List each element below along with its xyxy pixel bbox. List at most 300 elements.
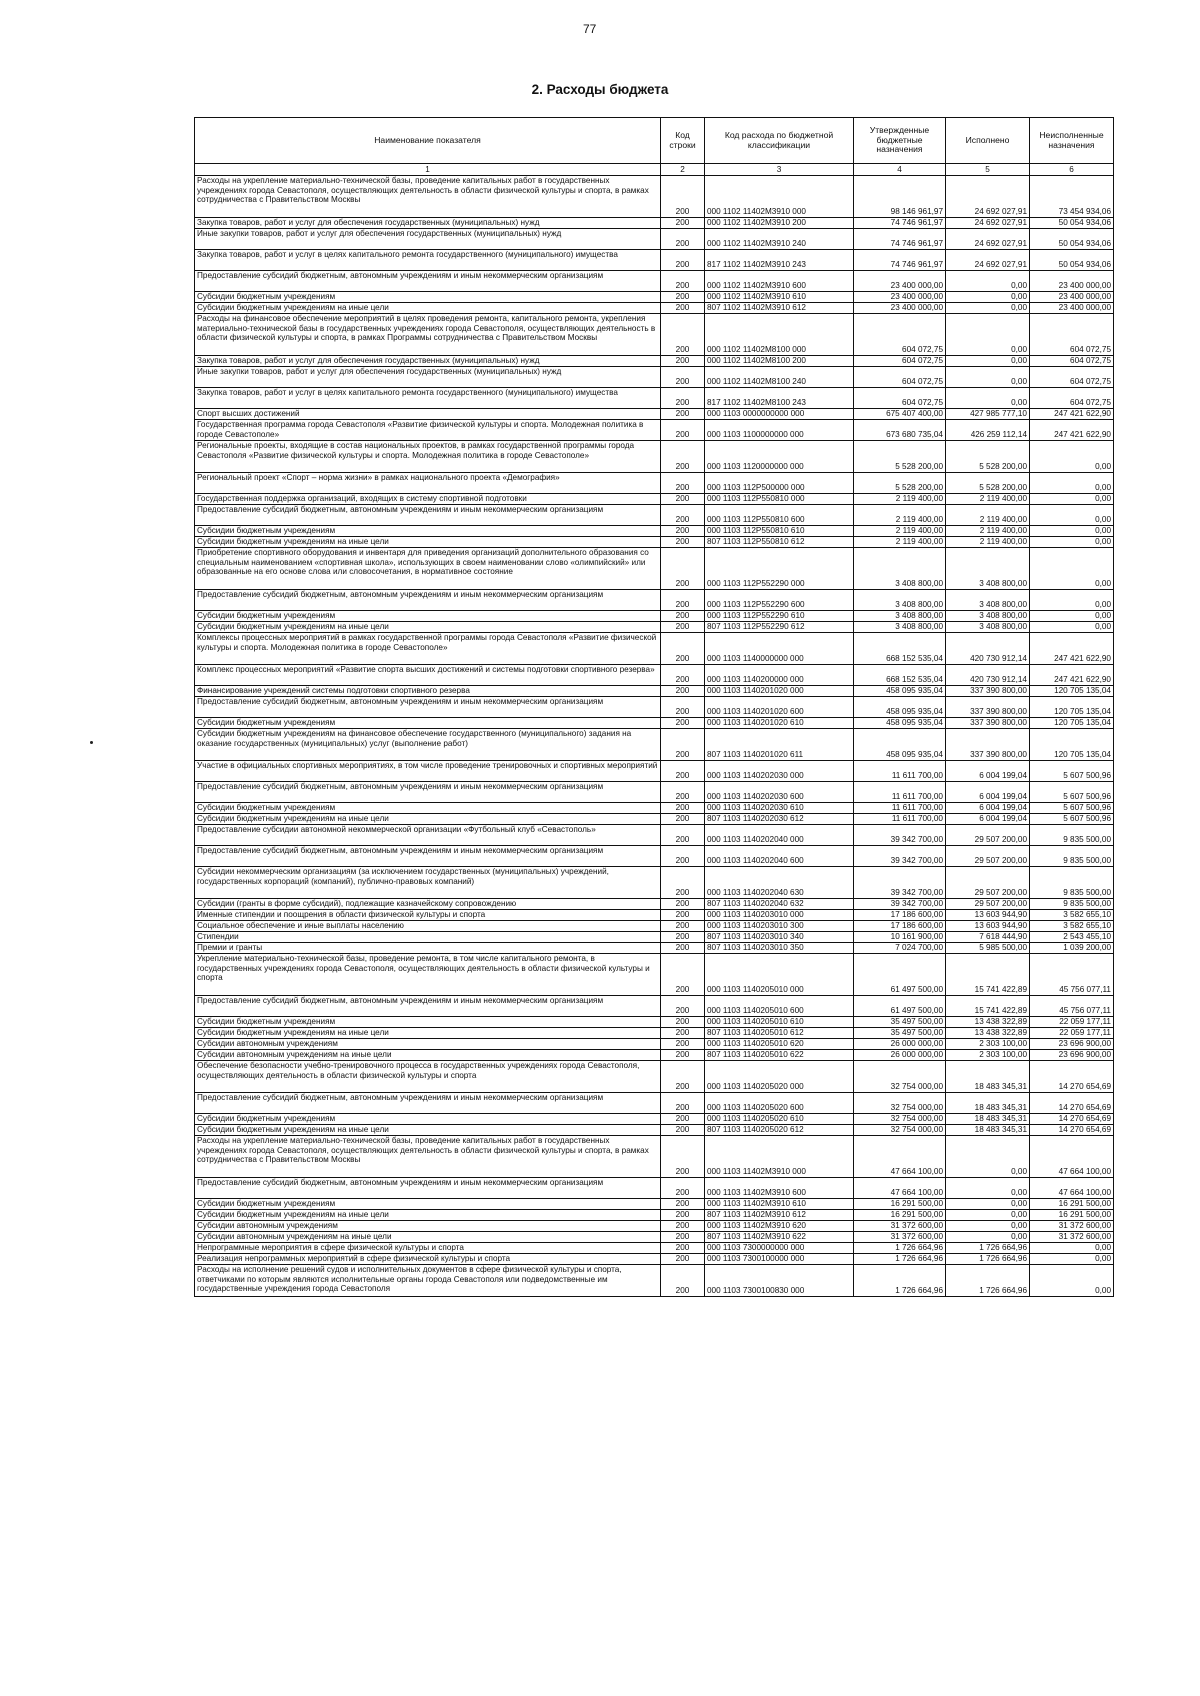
row-approved: 16 291 500,00 [854, 1210, 946, 1221]
row-line-code: 200 [661, 697, 705, 718]
row-executed: 2 119 400,00 [946, 526, 1030, 537]
row-name: Субсидии бюджетным учреждениям [195, 718, 661, 729]
row-line-code: 200 [661, 356, 705, 367]
row-line-code: 200 [661, 1136, 705, 1178]
col-header-name: Наименование показателя [195, 118, 661, 164]
row-approved: 39 342 700,00 [854, 846, 946, 867]
table-row [195, 356, 1114, 367]
row-line-code: 200 [661, 761, 705, 782]
row-unexecuted: 31 372 600,00 [1030, 1232, 1114, 1243]
row-approved: 32 754 000,00 [854, 1093, 946, 1114]
row-name: Участие в официальных спортивных мероприятиях, в том числе проведение тренировочных и спортивных мероприятий [195, 761, 661, 782]
row-unexecuted: 247 421 622,90 [1030, 633, 1114, 665]
row-line-code: 200 [661, 176, 705, 218]
row-kbk: 807 1103 1140201020 611 [705, 729, 854, 761]
row-line-code: 200 [661, 1114, 705, 1125]
row-line-code: 200 [661, 932, 705, 943]
col-header-unexecuted: Неисполненные назначения [1030, 118, 1114, 164]
row-approved: 7 024 700,00 [854, 943, 946, 954]
row-unexecuted: 50 054 934,06 [1030, 250, 1114, 271]
row-kbk: 000 1103 1100000000 000 [705, 420, 854, 441]
row-name: Субсидии некоммерческим организациям (за исключением государственных (муниципальных) учреждений, государственных корпораций (компаний), публично-правовых компаний) [195, 867, 661, 899]
row-name: Финансирование учреждений системы подготовки спортивного резерва [195, 686, 661, 697]
row-approved: 10 161 900,00 [854, 932, 946, 943]
row-line-code: 200 [661, 1125, 705, 1136]
row-unexecuted: 0,00 [1030, 611, 1114, 622]
row-unexecuted: 0,00 [1030, 441, 1114, 473]
table-row [195, 1050, 1114, 1061]
row-name: Именные стипендии и поощрения в области физической культуры и спорта [195, 910, 661, 921]
table-row [195, 1178, 1114, 1199]
row-name: Государственная поддержка организаций, входящих в систему спортивной подготовки [195, 494, 661, 505]
row-executed: 13 603 944,90 [946, 910, 1030, 921]
row-approved: 74 746 961,97 [854, 218, 946, 229]
row-name: Обеспечение безопасности учебно-тренировочного процесса в государственных учреждениях города Севастополя, осуществляющих деятельность в области физической культуры и спорта [195, 1061, 661, 1093]
row-unexecuted: 50 054 934,06 [1030, 218, 1114, 229]
row-line-code: 200 [661, 1050, 705, 1061]
table-row [195, 954, 1114, 996]
row-executed: 24 692 027,91 [946, 176, 1030, 218]
row-approved: 2 119 400,00 [854, 537, 946, 548]
row-line-code: 200 [661, 1199, 705, 1210]
row-unexecuted: 14 270 654,69 [1030, 1061, 1114, 1093]
table-row [195, 590, 1114, 611]
row-executed: 0,00 [946, 1178, 1030, 1199]
row-approved: 673 680 735,04 [854, 420, 946, 441]
table-row [195, 229, 1114, 250]
table-row [195, 729, 1114, 761]
table-row [195, 921, 1114, 932]
row-executed: 3 408 800,00 [946, 590, 1030, 611]
row-executed: 0,00 [946, 1199, 1030, 1210]
row-kbk: 000 1103 1140202040 630 [705, 867, 854, 899]
row-kbk: 000 1103 1140205010 000 [705, 954, 854, 996]
row-line-code: 200 [661, 1093, 705, 1114]
row-name: Субсидии бюджетным учреждениям [195, 526, 661, 537]
row-line-code: 200 [661, 686, 705, 697]
row-unexecuted: 23 400 000,00 [1030, 292, 1114, 303]
row-unexecuted: 45 756 077,11 [1030, 996, 1114, 1017]
table-row [195, 176, 1114, 218]
row-approved: 39 342 700,00 [854, 825, 946, 846]
row-kbk: 000 1103 1140202030 600 [705, 782, 854, 803]
row-executed: 15 741 422,89 [946, 954, 1030, 996]
table-row [195, 526, 1114, 537]
row-approved: 23 400 000,00 [854, 292, 946, 303]
table-body [195, 176, 1114, 1297]
row-kbk: 000 1102 11402M3910 240 [705, 229, 854, 250]
row-name: Субсидии бюджетным учреждениям на иные цели [195, 303, 661, 314]
row-name: Расходы на укрепление материально-технической базы, проведение капитальных работ в государственных учреждениях города Севастополя, осуществляющих деятельность в области физической культуры и спорта, в рамках сотрудничества с Правительством Москвы [195, 1136, 661, 1178]
col-number: 3 [705, 164, 854, 176]
row-kbk: 000 1103 1140200000 000 [705, 665, 854, 686]
row-unexecuted: 14 270 654,69 [1030, 1125, 1114, 1136]
row-line-code: 200 [661, 622, 705, 633]
row-unexecuted: 1 039 200,00 [1030, 943, 1114, 954]
row-unexecuted: 14 270 654,69 [1030, 1093, 1114, 1114]
table-row [195, 1061, 1114, 1093]
row-approved: 16 291 500,00 [854, 1199, 946, 1210]
table-row [195, 314, 1114, 356]
row-approved: 3 408 800,00 [854, 622, 946, 633]
row-approved: 35 497 500,00 [854, 1017, 946, 1028]
col-number: 1 [195, 164, 661, 176]
row-unexecuted: 22 059 177,11 [1030, 1017, 1114, 1028]
row-name: Государственная программа города Севастополя «Развитие физической культуры и спорта. Молодежная политика в городе Севастополе» [195, 420, 661, 441]
row-executed: 0,00 [946, 1136, 1030, 1178]
row-executed: 3 408 800,00 [946, 622, 1030, 633]
table-row [195, 867, 1114, 899]
row-approved: 61 497 500,00 [854, 954, 946, 996]
row-kbk: 000 1103 0000000000 000 [705, 409, 854, 420]
table-row [195, 303, 1114, 314]
row-line-code: 200 [661, 1221, 705, 1232]
row-approved: 2 119 400,00 [854, 505, 946, 526]
row-kbk: 000 1103 1140202030 000 [705, 761, 854, 782]
row-executed: 337 390 800,00 [946, 718, 1030, 729]
row-executed: 6 004 199,04 [946, 814, 1030, 825]
row-unexecuted: 0,00 [1030, 505, 1114, 526]
column-number-row [195, 164, 1114, 176]
row-name: Предоставление субсидий бюджетным, автономным учреждениям и иным некоммерческим организациям [195, 590, 661, 611]
table-row [195, 686, 1114, 697]
row-line-code: 200 [661, 825, 705, 846]
row-executed: 0,00 [946, 367, 1030, 388]
row-unexecuted: 23 696 900,00 [1030, 1039, 1114, 1050]
row-name: Приобретение спортивного оборудования и инвентаря для приведения организаций дополнительного образования со специальным наименованием «спортивная школа», использующих в своем наименовании слово «олимпийский» или образованные на его основе слова или словосочетания, в нормативное состояние [195, 548, 661, 590]
row-approved: 47 664 100,00 [854, 1178, 946, 1199]
table-row [195, 665, 1114, 686]
table-row [195, 1039, 1114, 1050]
row-line-code: 200 [661, 1232, 705, 1243]
row-line-code: 200 [661, 814, 705, 825]
row-name: Закупка товаров, работ и услуг в целях капитального ремонта государственного (муниципального) имущества [195, 250, 661, 271]
page-title: 2. Расходы бюджета [531, 82, 669, 97]
row-line-code: 200 [661, 303, 705, 314]
row-approved: 32 754 000,00 [854, 1125, 946, 1136]
row-line-code: 200 [661, 665, 705, 686]
row-unexecuted: 47 664 100,00 [1030, 1136, 1114, 1178]
row-approved: 11 611 700,00 [854, 782, 946, 803]
row-name: Расходы на финансовое обеспечение мероприятий в целях проведения ремонта, капитального ремонта, укрепления материально-технической базы в государственных учреждениях города Севастополя, осуществляющих деятельность в области физической культуры и спорта, в рамках Программы сотрудничества с Правительством Москвы [195, 314, 661, 356]
row-kbk: 000 1103 1140205010 620 [705, 1039, 854, 1050]
row-unexecuted: 604 072,75 [1030, 356, 1114, 367]
row-name: Субсидии автономным учреждениям на иные цели [195, 1232, 661, 1243]
row-unexecuted: 0,00 [1030, 473, 1114, 494]
col-number: 4 [854, 164, 946, 176]
row-line-code: 200 [661, 1243, 705, 1254]
col-header-approved: Утвержденные бюджетные назначения [854, 118, 946, 164]
row-line-code: 200 [661, 1028, 705, 1039]
row-name: Субсидии бюджетным учреждениям [195, 1017, 661, 1028]
row-kbk: 000 1103 112P550810 610 [705, 526, 854, 537]
row-kbk: 000 1103 1140201020 000 [705, 686, 854, 697]
row-executed: 6 004 199,04 [946, 803, 1030, 814]
row-approved: 98 146 961,97 [854, 176, 946, 218]
table-row [195, 932, 1114, 943]
row-kbk: 000 1103 1140205010 600 [705, 996, 854, 1017]
row-approved: 39 342 700,00 [854, 899, 946, 910]
table-row [195, 943, 1114, 954]
row-kbk: 807 1102 11402M3910 612 [705, 303, 854, 314]
row-kbk: 000 1103 7300000000 000 [705, 1243, 854, 1254]
row-executed: 3 408 800,00 [946, 548, 1030, 590]
row-executed: 420 730 912,14 [946, 665, 1030, 686]
row-executed: 1 726 664,96 [946, 1265, 1030, 1297]
row-name: Иные закупки товаров, работ и услуг для обеспечения государственных (муниципальных) нужд [195, 367, 661, 388]
row-name: Закупка товаров, работ и услуг для обеспечения государственных (муниципальных) нужд [195, 356, 661, 367]
table-row [195, 420, 1114, 441]
row-line-code: 200 [661, 921, 705, 932]
row-executed: 24 692 027,91 [946, 229, 1030, 250]
row-line-code: 200 [661, 633, 705, 665]
table-row [195, 782, 1114, 803]
row-name: Спорт высших достижений [195, 409, 661, 420]
row-line-code: 200 [661, 867, 705, 899]
row-kbk: 000 1102 11402M8100 000 [705, 314, 854, 356]
row-name: Предоставление субсидии автономной некоммерческой организации «Футбольный клуб «Севастополь» [195, 825, 661, 846]
row-kbk: 807 1103 112P552290 612 [705, 622, 854, 633]
row-approved: 5 528 200,00 [854, 441, 946, 473]
row-name: Субсидии автономным учреждениям на иные цели [195, 1050, 661, 1061]
row-kbk: 807 1103 1140202030 612 [705, 814, 854, 825]
row-kbk: 807 1103 1140203010 340 [705, 932, 854, 943]
row-executed: 15 741 422,89 [946, 996, 1030, 1017]
row-approved: 32 754 000,00 [854, 1061, 946, 1093]
row-line-code: 200 [661, 271, 705, 292]
row-kbk: 000 1103 11402M3910 600 [705, 1178, 854, 1199]
row-approved: 47 664 100,00 [854, 1136, 946, 1178]
row-unexecuted: 247 421 622,90 [1030, 665, 1114, 686]
row-executed: 29 507 200,00 [946, 846, 1030, 867]
col-header-executed: Исполнено [946, 118, 1030, 164]
row-unexecuted: 9 835 500,00 [1030, 846, 1114, 867]
row-kbk: 807 1103 1140205010 612 [705, 1028, 854, 1039]
table-row [195, 271, 1114, 292]
table-row [195, 910, 1114, 921]
row-approved: 458 095 935,04 [854, 697, 946, 718]
row-executed: 1 726 664,96 [946, 1243, 1030, 1254]
row-name: Предоставление субсидий бюджетным, автономным учреждениям и иным некоммерческим организациям [195, 697, 661, 718]
row-kbk: 000 1103 112P500000 000 [705, 473, 854, 494]
row-approved: 458 095 935,04 [854, 686, 946, 697]
row-kbk: 000 1103 11402M3910 000 [705, 1136, 854, 1178]
col-number: 5 [946, 164, 1030, 176]
row-line-code: 200 [661, 803, 705, 814]
row-approved: 11 611 700,00 [854, 803, 946, 814]
row-approved: 74 746 961,97 [854, 250, 946, 271]
row-name: Субсидии бюджетным учреждениям на иные цели [195, 1125, 661, 1136]
row-executed: 0,00 [946, 303, 1030, 314]
row-name: Закупка товаров, работ и услуг в целях капитального ремонта государственного (муниципального) имущества [195, 388, 661, 409]
row-line-code: 200 [661, 590, 705, 611]
row-kbk: 000 1103 11402M3910 620 [705, 1221, 854, 1232]
row-name: Комплексы процессных мероприятий в рамках государственной программы города Севастополя «Развитие физической культуры и спорта. Молодежная политика в городе Севастополе» [195, 633, 661, 665]
row-executed: 13 438 322,89 [946, 1028, 1030, 1039]
row-executed: 0,00 [946, 1232, 1030, 1243]
row-unexecuted: 5 607 500,96 [1030, 782, 1114, 803]
row-kbk: 000 1102 11402M3910 200 [705, 218, 854, 229]
row-name: Закупка товаров, работ и услуг для обеспечения государственных (муниципальных) нужд [195, 218, 661, 229]
row-executed: 18 483 345,31 [946, 1125, 1030, 1136]
row-executed: 2 119 400,00 [946, 494, 1030, 505]
row-name: Субсидии автономным учреждениям [195, 1039, 661, 1050]
row-line-code: 200 [661, 218, 705, 229]
row-approved: 675 407 400,00 [854, 409, 946, 420]
row-approved: 17 186 600,00 [854, 910, 946, 921]
row-executed: 5 528 200,00 [946, 473, 1030, 494]
row-name: Субсидии бюджетным учреждениям [195, 611, 661, 622]
row-unexecuted: 0,00 [1030, 494, 1114, 505]
row-approved: 2 119 400,00 [854, 526, 946, 537]
row-line-code: 200 [661, 250, 705, 271]
table-row [195, 899, 1114, 910]
row-executed: 0,00 [946, 314, 1030, 356]
row-line-code: 200 [661, 1017, 705, 1028]
col-header-line-code: Код строки [661, 118, 705, 164]
row-approved: 32 754 000,00 [854, 1114, 946, 1125]
row-line-code: 200 [661, 1210, 705, 1221]
table-row [195, 718, 1114, 729]
row-unexecuted: 9 835 500,00 [1030, 825, 1114, 846]
row-executed: 24 692 027,91 [946, 218, 1030, 229]
row-executed: 29 507 200,00 [946, 825, 1030, 846]
row-line-code: 200 [661, 537, 705, 548]
row-line-code: 200 [661, 548, 705, 590]
row-kbk: 000 1102 11402M3910 610 [705, 292, 854, 303]
row-approved: 23 400 000,00 [854, 271, 946, 292]
row-name: Субсидии автономным учреждениям [195, 1221, 661, 1232]
row-kbk: 000 1102 11402M8100 200 [705, 356, 854, 367]
row-unexecuted: 604 072,75 [1030, 314, 1114, 356]
table-row [195, 218, 1114, 229]
row-name: Региональные проекты, входящие в состав национальных проектов, в рамках государственной программы города Севастополя «Развитие физической культуры и спорта. Молодежная политика в городе Севастополе» [195, 441, 661, 473]
row-kbk: 000 1103 11402M3910 610 [705, 1199, 854, 1210]
row-name: Предоставление субсидий бюджетным, автономным учреждениям и иным некоммерческим организациям [195, 271, 661, 292]
row-kbk: 000 1103 1140205020 000 [705, 1061, 854, 1093]
row-approved: 61 497 500,00 [854, 996, 946, 1017]
row-unexecuted: 0,00 [1030, 1254, 1114, 1265]
row-name: Субсидии бюджетным учреждениям [195, 1114, 661, 1125]
row-unexecuted: 120 705 135,04 [1030, 697, 1114, 718]
row-line-code: 200 [661, 1039, 705, 1050]
row-approved: 1 726 664,96 [854, 1265, 946, 1297]
row-name: Субсидии бюджетным учреждениям на иные цели [195, 1028, 661, 1039]
row-kbk: 807 1103 11402M3910 622 [705, 1232, 854, 1243]
table-row [195, 1125, 1114, 1136]
row-name: Реализация непрограммных мероприятий в сфере физической культуры и спорта [195, 1254, 661, 1265]
row-unexecuted: 31 372 600,00 [1030, 1221, 1114, 1232]
row-kbk: 000 1103 1140201020 610 [705, 718, 854, 729]
table-row [195, 1221, 1114, 1232]
table-row [195, 1136, 1114, 1178]
row-executed: 3 408 800,00 [946, 611, 1030, 622]
row-unexecuted: 2 543 455,10 [1030, 932, 1114, 943]
row-name: Субсидии бюджетным учреждениям [195, 1199, 661, 1210]
table-row [195, 1199, 1114, 1210]
row-approved: 35 497 500,00 [854, 1028, 946, 1039]
row-unexecuted: 23 400 000,00 [1030, 271, 1114, 292]
row-approved: 2 119 400,00 [854, 494, 946, 505]
table-row [195, 537, 1114, 548]
row-name: Субсидии бюджетным учреждениям [195, 292, 661, 303]
row-approved: 31 372 600,00 [854, 1232, 946, 1243]
row-line-code: 200 [661, 292, 705, 303]
row-unexecuted: 5 607 500,96 [1030, 814, 1114, 825]
table-row [195, 505, 1114, 526]
row-executed: 13 438 322,89 [946, 1017, 1030, 1028]
row-approved: 23 400 000,00 [854, 303, 946, 314]
row-approved: 31 372 600,00 [854, 1221, 946, 1232]
row-unexecuted: 16 291 500,00 [1030, 1210, 1114, 1221]
row-line-code: 200 [661, 420, 705, 441]
row-executed: 24 692 027,91 [946, 250, 1030, 271]
row-kbk: 000 1103 1140201020 600 [705, 697, 854, 718]
row-kbk: 807 1103 112P550810 612 [705, 537, 854, 548]
row-unexecuted: 16 291 500,00 [1030, 1199, 1114, 1210]
col-number: 6 [1030, 164, 1114, 176]
row-line-code: 200 [661, 441, 705, 473]
table-row [195, 1210, 1114, 1221]
row-approved: 11 611 700,00 [854, 814, 946, 825]
row-executed: 18 483 345,31 [946, 1093, 1030, 1114]
row-name: Непрограммные мероприятия в сфере физической культуры и спорта [195, 1243, 661, 1254]
table-row [195, 803, 1114, 814]
table-row [195, 250, 1114, 271]
row-kbk: 000 1103 1140000000 000 [705, 633, 854, 665]
row-line-code: 200 [661, 996, 705, 1017]
row-unexecuted: 120 705 135,04 [1030, 686, 1114, 697]
row-unexecuted: 0,00 [1030, 622, 1114, 633]
row-unexecuted: 22 059 177,11 [1030, 1028, 1114, 1039]
row-executed: 6 004 199,04 [946, 782, 1030, 803]
row-unexecuted: 9 835 500,00 [1030, 899, 1114, 910]
row-kbk: 000 1103 7300100830 000 [705, 1265, 854, 1297]
col-header-kbk: Код расхода по бюджетной классификации [705, 118, 854, 164]
row-executed: 5 528 200,00 [946, 441, 1030, 473]
row-kbk: 000 1103 1120000000 000 [705, 441, 854, 473]
row-name: Предоставление субсидий бюджетным, автономным учреждениям и иным некоммерческим организациям [195, 846, 661, 867]
row-executed: 5 985 500,00 [946, 943, 1030, 954]
table-row [195, 846, 1114, 867]
row-line-code: 200 [661, 899, 705, 910]
table-row [195, 473, 1114, 494]
row-executed: 29 507 200,00 [946, 899, 1030, 910]
table-row [195, 548, 1114, 590]
row-kbk: 000 1103 112P550810 600 [705, 505, 854, 526]
row-approved: 5 528 200,00 [854, 473, 946, 494]
row-unexecuted: 47 664 100,00 [1030, 1178, 1114, 1199]
row-kbk: 817 1102 11402M3910 243 [705, 250, 854, 271]
row-line-code: 200 [661, 1178, 705, 1199]
row-unexecuted: 5 607 500,96 [1030, 761, 1114, 782]
row-executed: 337 390 800,00 [946, 686, 1030, 697]
row-unexecuted: 120 705 135,04 [1030, 718, 1114, 729]
row-kbk: 000 1103 112P552290 600 [705, 590, 854, 611]
row-name: Расходы на укрепление материально-технической базы, проведение капитальных работ в государственных учреждениях города Севастополя, осуществляющих деятельность в области физической культуры и спорта, в рамках сотрудничества с Правительством Москвы [195, 176, 661, 218]
table-row [195, 1028, 1114, 1039]
table-row [195, 1265, 1114, 1297]
row-name: Премии и гранты [195, 943, 661, 954]
row-kbk: 000 1103 1140205020 610 [705, 1114, 854, 1125]
table-row [195, 814, 1114, 825]
row-approved: 26 000 000,00 [854, 1050, 946, 1061]
table-row [195, 622, 1114, 633]
row-line-code: 200 [661, 943, 705, 954]
row-line-code: 200 [661, 367, 705, 388]
expenses-table [194, 117, 1114, 1297]
row-kbk: 000 1103 1140205020 600 [705, 1093, 854, 1114]
